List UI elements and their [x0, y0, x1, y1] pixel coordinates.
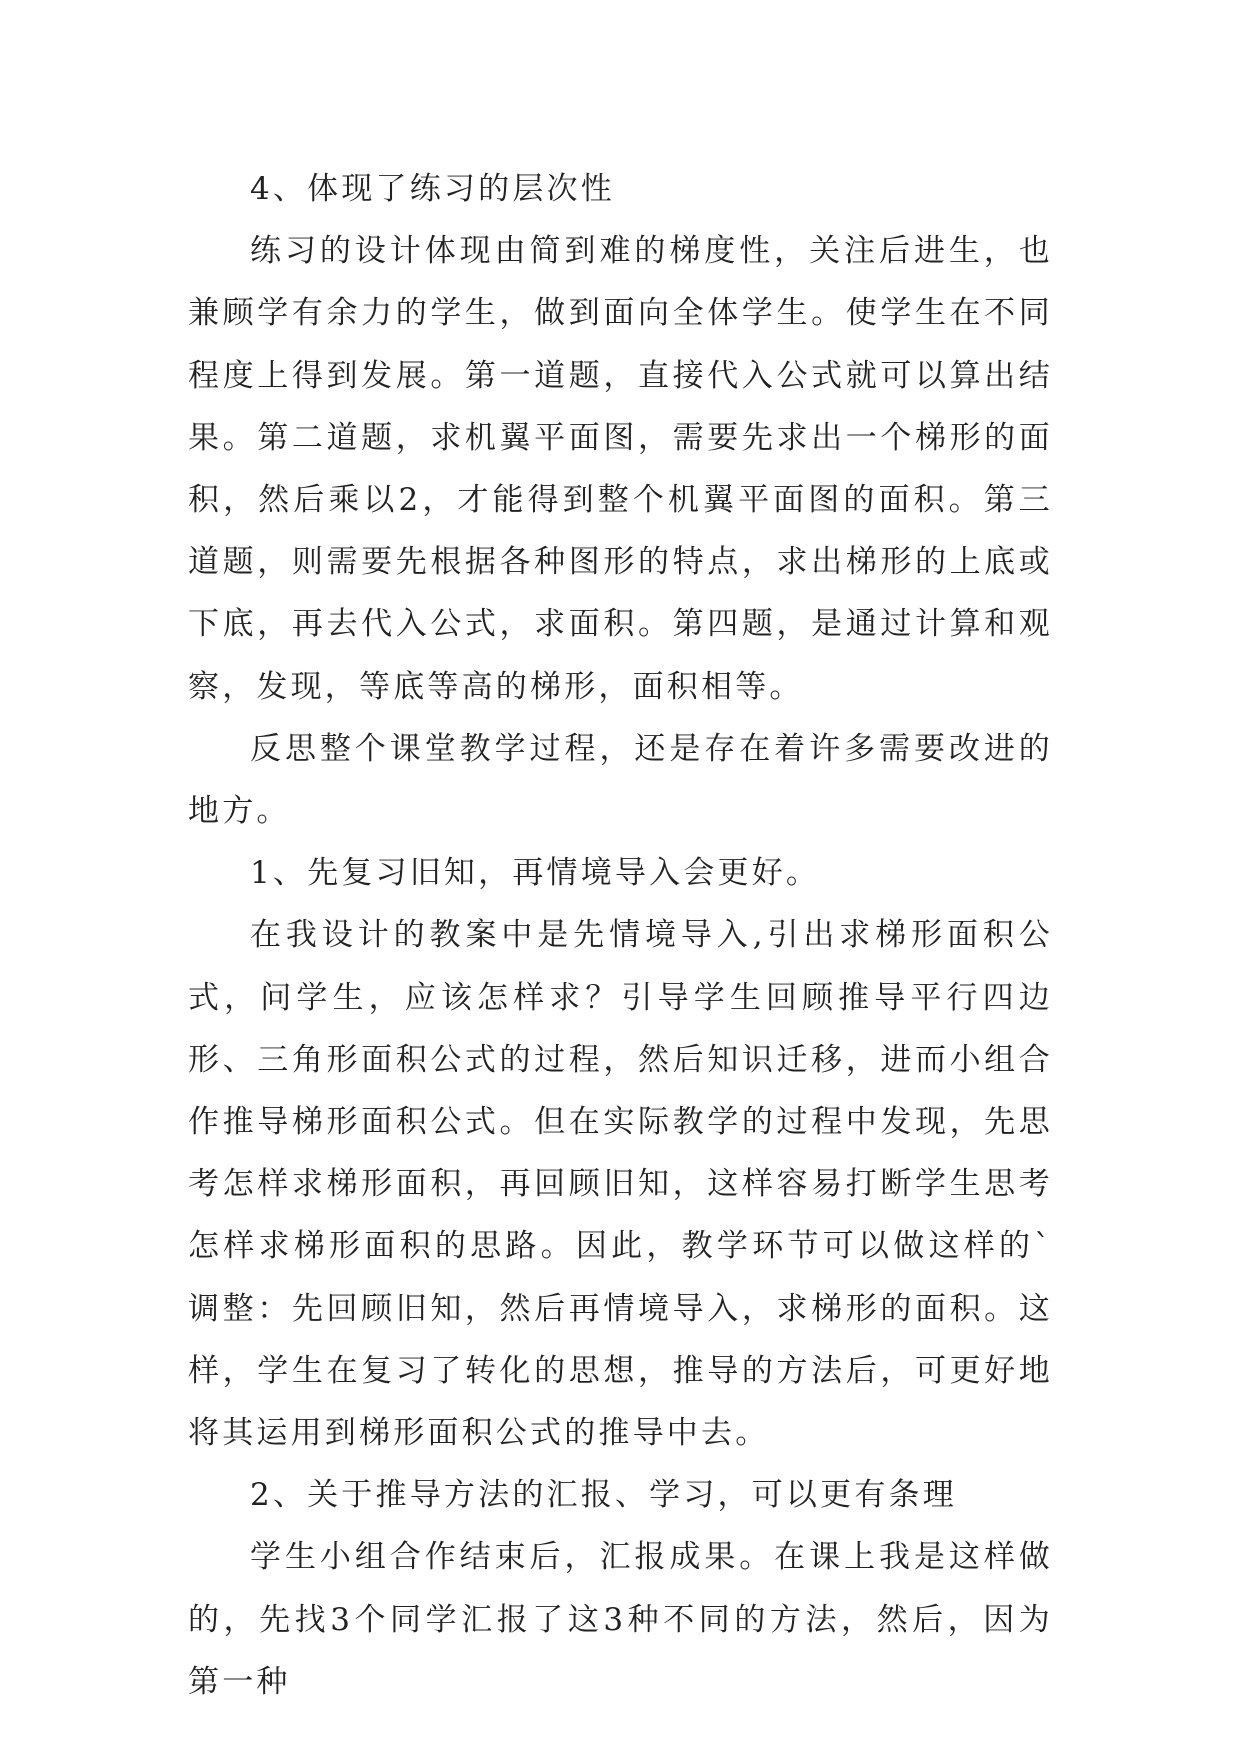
- paragraph-group-report: 学生小组合作结束后，汇报成果。在课上我是这样做的，先找3个同学汇报了这3种不同的方法，然后，因为第一种: [188, 1539, 1053, 1700]
- document-body: [188, 158, 1053, 1713]
- heading-derivation-report: 2、关于推导方法的汇报、学习，可以更有条理: [250, 1477, 957, 1514]
- paragraph-practice-design: 练习的设计体现由简到难的梯度性，关注后进生，也兼顾学有余力的学生，做到面向全体学生。使学生在不同程度上得到发展。第一道题，直接代入公式就可以算出结果。第二道题，求机翼平面图，需要先求出一个梯形的面积，然后乘以2，才能得到整个机翼平面图的面积。第三道题，则需要先根据各种图形的特点，求出梯形的上底或下底，再去代入公式，求面积。第四题，是通过计算和观察，发现，等底等高的梯形，面积相等。: [188, 233, 1053, 705]
- heading-review-first: 1、先复习旧知，再情境导入会更好。: [250, 855, 821, 892]
- paragraph-reflection-intro: 反思整个课堂教学过程，还是存在着许多需要改进的地方。: [188, 730, 1053, 830]
- paragraph-lesson-plan: 在我设计的教案中是先情境导入,引出求梯形面积公式，问学生，应该怎样求？引导学生回顾推导平行四边形、三角形面积公式的过程，然后知识迁移，进而小组合作推导梯形面积公式。但在实际教学的过程中发现，先思考怎样求梯形面积，再回顾旧知，这样容易打断学生思考怎样求梯形面积的思路。因此，教学环节可以做这样的`调整：先回顾旧知，然后再情境导入，求梯形的面积。这样，学生在复习了转化的思想，推导的方法后，可更好地将其运用到梯形面积公式的推导中去。: [188, 917, 1053, 1452]
- heading-practice-levels: 4、体现了练习的层次性: [250, 171, 615, 207]
